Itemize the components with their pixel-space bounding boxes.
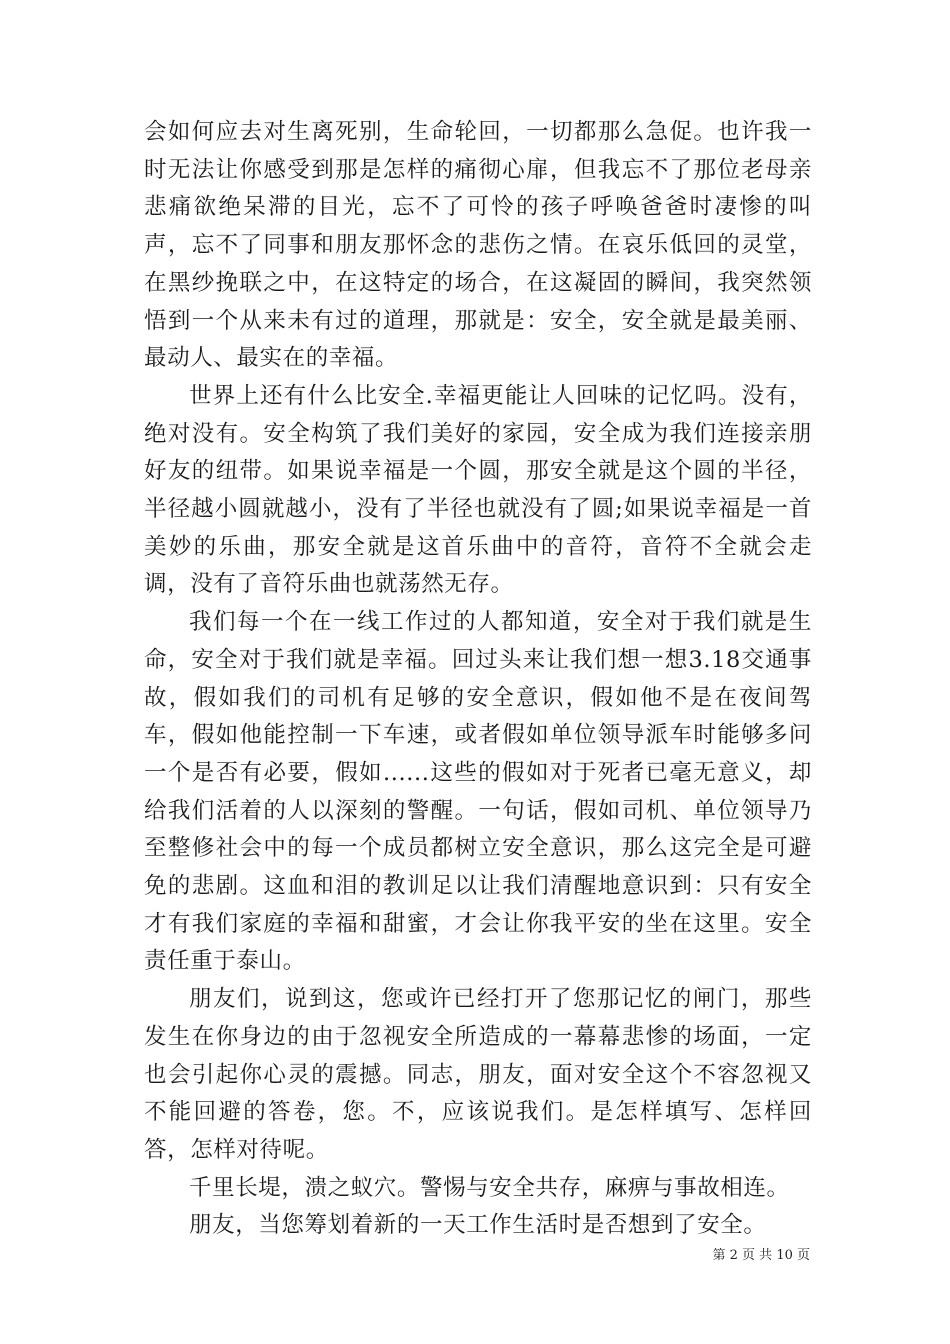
paragraph-traffic-accident: 我们每一个在一线工作过的人都知道，安全对于我们就是生命，安全对于我们就是幸福。回过头来让我们想一想3.18交通事故，假如我们的司机有足够的安全意识，假如他不是在夜间驾车，假如他能控制一下车速，或者假如单位领导派车时能够多问一个是否有必要，假如......这些的假如对于死者已毫无意义，却给我们活着的人以深刻的警醒。一句话，假如司机、单位领导乃至整修社会中的每一个成员都树立安全意识，那么这完全是可避免的悲剧。这血和泪的教训足以让我们清醒地意识到：只有安全才有我们家庭的幸福和甜蜜，才会让你我平安的坐在这里。安全责任重于泰山。 [144, 609, 812, 975]
paragraph-friends-memory: 朋友们，说到这，您或许已经打开了您那记忆的闸门，那些发生在你身边的由于忽视安全所造成的一幕幕悲惨的场面，一定也会引起你心灵的震撼。同志，朋友，面对安全这个不容忽视又不能回避的答卷，您。不，应该说我们。是怎样填写、怎样回答，怎样对待呢。 [144, 986, 812, 1163]
document-body [144, 114, 812, 1245]
paragraph-safety-happiness: 世界上还有什么比安全.幸福更能让人回味的记忆吗。没有，绝对没有。安全构筑了我们美好的家园，安全成为我们连接亲朋好友的纽带。如果说幸福是一个圆，那安全就是这个圆的半径，半径越小圆就越小，没有了半径也就没有了圆;如果说幸福是一首美妙的乐曲，那安全就是这首乐曲中的音符，音符不全就会走调，没有了音符乐曲也就荡然无存。 [144, 382, 812, 598]
paragraph-new-day: 朋友，当您筹划着新的一天工作生活时是否想到了安全。 [189, 1212, 767, 1239]
paragraph-proverb: 千里长堤，溃之蚁穴。警惕与安全共存，麻痹与事故相连。 [189, 1174, 790, 1201]
page-number: 第 2 页 共 10 页 [712, 1248, 810, 1263]
paragraph-continuation: 会如何应去对生离死别，生命轮回，一切都那么急促。也许我一时无法让你感受到那是怎样的痛彻心扉，但我忘不了那位老母亲悲痛欲绝呆滞的目光，忘不了可怜的孩子呼唤爸爸时凄惨的叫声，忘不了同事和朋友那怀念的悲伤之情。在哀乐低回的灵堂，在黑纱挽联之中，在这特定的场合，在这凝固的瞬间，我突然领悟到一个从来未有过的道理，那就是：安全，安全就是最美丽、最动人、最实在的幸福。 [144, 119, 812, 372]
